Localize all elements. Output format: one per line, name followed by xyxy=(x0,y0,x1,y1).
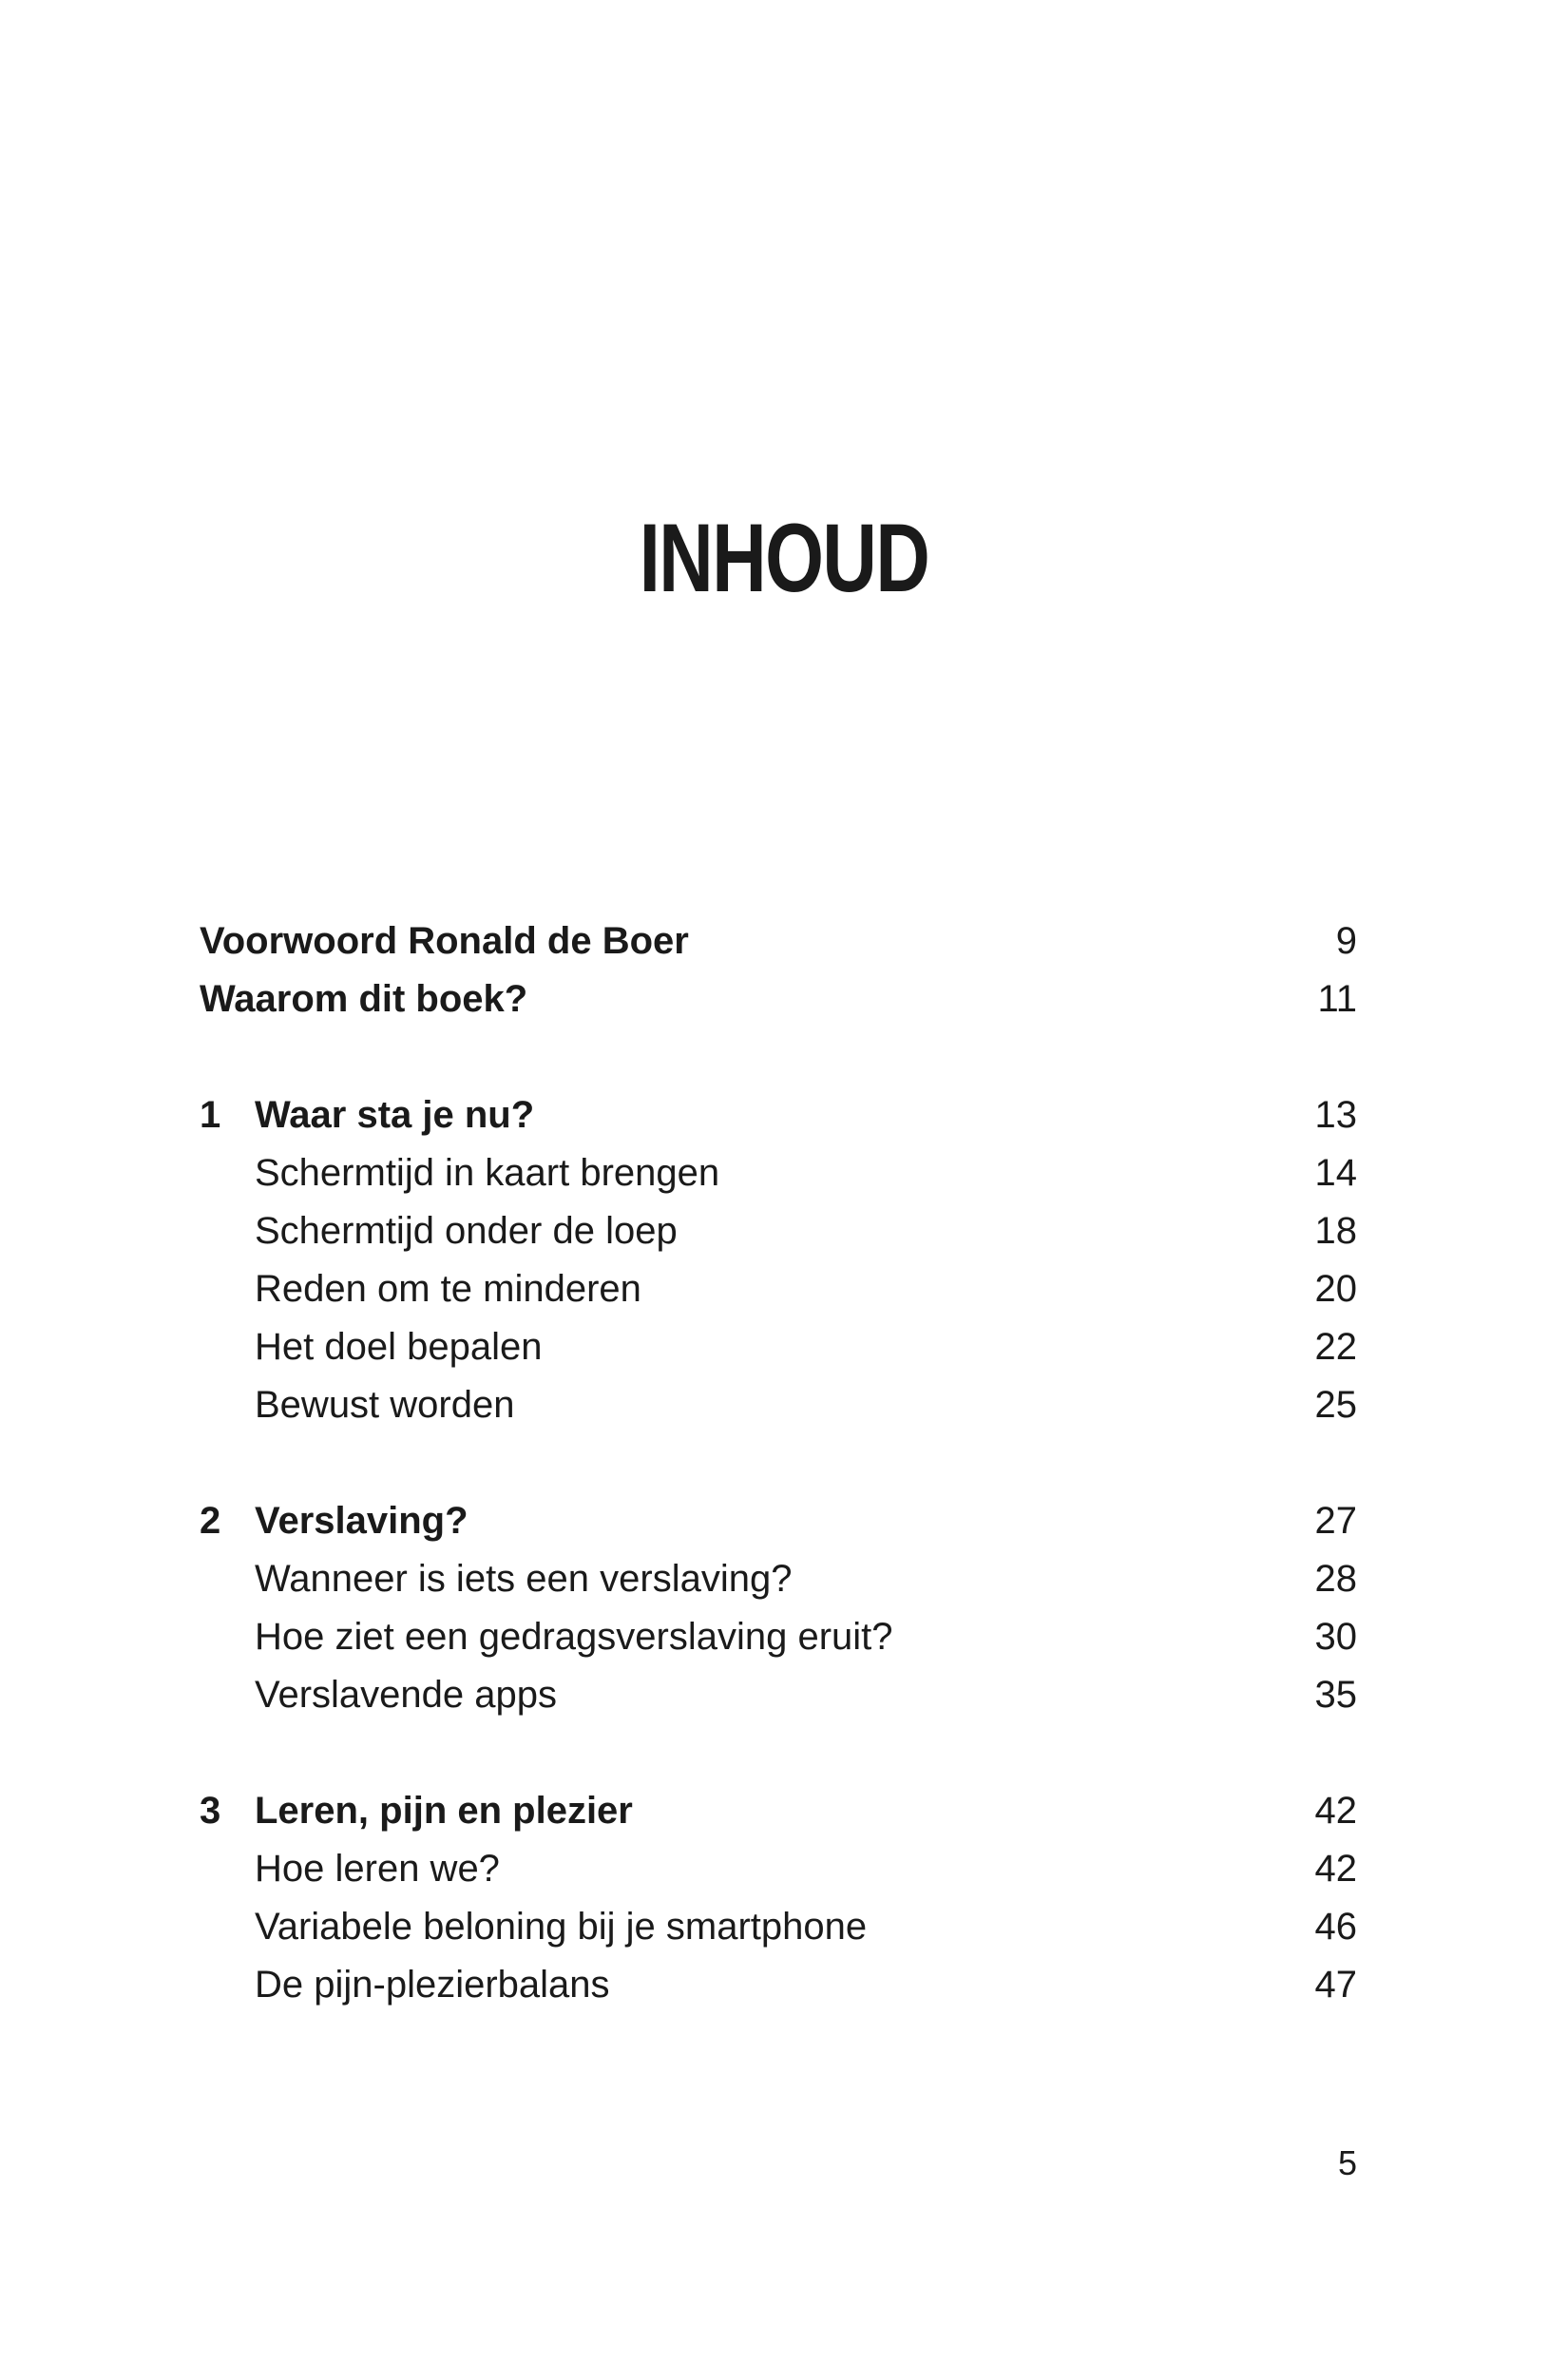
section-title: Hoe ziet een gedragsverslaving eruit? xyxy=(255,1616,893,1658)
toc-entry-page: 42 xyxy=(1314,1790,1357,1832)
toc-entry-page: 13 xyxy=(1314,1094,1357,1136)
toc-chapter-3 xyxy=(200,1782,1357,1840)
toc-section xyxy=(200,1898,1357,1956)
toc-entry-page: 30 xyxy=(1314,1616,1357,1658)
toc-section xyxy=(200,1376,1357,1434)
toc-entry-page: 46 xyxy=(1314,1906,1357,1948)
chapter-number: 3 xyxy=(200,1790,221,1832)
toc-entry-page: 22 xyxy=(1314,1326,1357,1368)
toc-entry-label: Waarom dit boek? xyxy=(200,978,528,1020)
section-title: Reden om te minderen xyxy=(255,1268,641,1310)
toc-entry-page: 28 xyxy=(1314,1558,1357,1600)
table-of-contents xyxy=(200,912,1357,2014)
chapter-number: 2 xyxy=(200,1500,221,1542)
toc-entry-foreword xyxy=(200,912,1357,970)
toc-entry-page: 9 xyxy=(1335,920,1357,962)
page-number: 5 xyxy=(1337,2143,1357,2182)
toc-entry-label: Voorwoord Ronald de Boer xyxy=(200,920,689,962)
section-title: Hoe leren we? xyxy=(255,1848,500,1890)
toc-entry-page: 35 xyxy=(1314,1674,1357,1716)
section-title: Bewust worden xyxy=(255,1384,515,1426)
toc-entry-page: 42 xyxy=(1314,1848,1357,1890)
toc-section xyxy=(200,1956,1357,2014)
toc-section xyxy=(200,1144,1357,1202)
section-title: Wanneer is iets een verslaving? xyxy=(255,1558,793,1600)
section-title: De pijn-plezierbalans xyxy=(255,1964,610,2006)
chapter-title: Waar sta je nu? xyxy=(255,1094,535,1136)
page-title: INHOUD xyxy=(639,504,929,612)
toc-chapter-2 xyxy=(200,1492,1357,1550)
toc-section xyxy=(200,1608,1357,1666)
toc-entry-page: 11 xyxy=(1317,978,1357,1020)
toc-section xyxy=(200,1318,1357,1376)
toc-entry-page: 18 xyxy=(1314,1210,1357,1252)
toc-section xyxy=(200,1840,1357,1898)
toc-section xyxy=(200,1666,1357,1724)
toc-entry-page: 20 xyxy=(1314,1268,1357,1310)
section-title: Variabele beloning bij je smartphone xyxy=(255,1906,868,1948)
toc-section xyxy=(200,1550,1357,1608)
section-title: Schermtijd in kaart brengen xyxy=(255,1152,720,1194)
toc-section xyxy=(200,1202,1357,1260)
chapter-number: 1 xyxy=(200,1094,221,1136)
toc-chapter-1 xyxy=(200,1086,1357,1144)
chapter-title: Leren, pijn en plezier xyxy=(255,1790,633,1832)
section-title: Verslavende apps xyxy=(255,1674,558,1716)
section-title: Schermtijd onder de loep xyxy=(255,1210,678,1252)
toc-entry-page: 25 xyxy=(1314,1384,1357,1426)
toc-entry-page: 14 xyxy=(1314,1152,1357,1194)
toc-entry-page: 47 xyxy=(1314,1964,1357,2006)
toc-entry-page: 27 xyxy=(1314,1500,1357,1542)
section-title: Het doel bepalen xyxy=(255,1326,543,1368)
toc-entry-why-this-book xyxy=(200,970,1357,1028)
toc-section xyxy=(200,1260,1357,1318)
chapter-title: Verslaving? xyxy=(255,1500,468,1542)
